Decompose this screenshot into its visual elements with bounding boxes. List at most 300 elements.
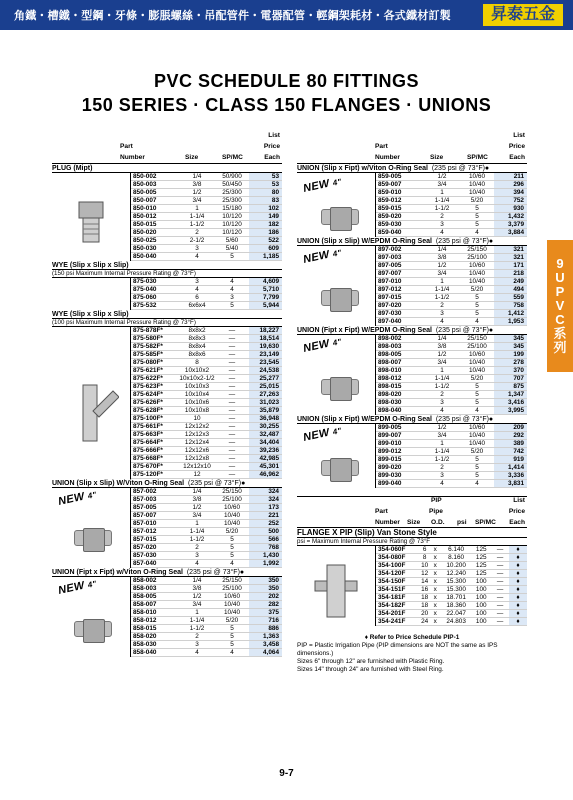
sp-mc: 10/40 (224, 609, 240, 616)
part-number: 875-623F* (133, 383, 163, 390)
table-row (131, 617, 282, 625)
sp-mc: 5 (230, 625, 234, 632)
table-row (376, 610, 527, 618)
sp-mc: — (496, 554, 504, 561)
new-tag (302, 175, 342, 195)
list-price: 321 (494, 246, 527, 253)
sp-mc: — (228, 335, 236, 342)
new-tag (57, 577, 97, 597)
list-price: 53 (249, 181, 282, 188)
size: 18 (421, 602, 429, 609)
size: 12x12x8 (184, 455, 210, 462)
section-subtitle: (100 psi Maximum Internal Pressure Rating @ 73°F) (52, 319, 282, 327)
size: 3/4 (192, 512, 202, 519)
sp-mc: 5 (230, 544, 234, 551)
part-number: 354-241F (378, 618, 406, 625)
size: 1 (195, 520, 199, 527)
list-price: 209 (494, 424, 527, 431)
sp-mc: 5 (475, 302, 479, 309)
size: 1-1/4 (189, 617, 205, 624)
part-number: 857-040 (133, 560, 157, 567)
size: 10x10x6 (184, 399, 210, 406)
size: 4 (440, 480, 444, 487)
list-price: 1,414 (494, 464, 527, 471)
part-number: 899-010 (378, 440, 402, 447)
list-price: 345 (494, 343, 527, 350)
pipe-od: 6.140 (448, 546, 465, 553)
sp-mc: 5 (230, 552, 234, 559)
part-number: 850-040 (133, 253, 157, 260)
table-row (376, 586, 527, 594)
table-row (131, 488, 282, 496)
price-ref: ♦ (509, 586, 527, 593)
note-plastic: Sizes 6" through 12" are furnished with Plastic Ring. (297, 658, 445, 665)
fh-spmc: SP/MC (475, 519, 496, 526)
psi-text: (235 psi @ 73°F)● (435, 327, 494, 334)
part-number: 898-030 (378, 399, 402, 406)
wye-icon (63, 383, 119, 443)
price-ref: ♦ (509, 546, 527, 553)
part-number: 898-007 (378, 359, 402, 366)
list-price: 34,404 (249, 439, 282, 446)
size: 6x6x4 (188, 302, 206, 309)
list-price: 707 (494, 375, 527, 382)
table-row (376, 359, 527, 367)
part-number: 898-003 (378, 343, 402, 350)
part-number: 875-878F* (133, 327, 163, 334)
category-text: 角鐵・槽鐵・型鋼・牙條・膨脹螺絲・吊配管件・電器配管・輕鋼架耗材・各式鐵材訂製 (14, 10, 451, 22)
sp-mc: 5/20 (470, 286, 484, 293)
sp-mc: — (228, 367, 236, 374)
part-number: 850-020 (133, 229, 157, 236)
section-union-898 (297, 326, 527, 415)
price-ref: ♦ (509, 618, 527, 625)
sp-mc: 5 (230, 536, 234, 543)
list-price: 27,263 (249, 391, 282, 398)
section-title (297, 237, 527, 246)
part-number: 354-182F (378, 602, 406, 609)
part-number: 897-005 (378, 262, 402, 269)
product-image (52, 327, 130, 498)
size: 1/2 (192, 593, 202, 600)
part-number: 875-664F* (133, 439, 163, 446)
list-price: 5,944 (249, 302, 282, 309)
part-number: 898-010 (378, 367, 402, 374)
part-number: 875-622F* (133, 375, 163, 382)
rows (375, 335, 527, 415)
sp-mc: 10/60 (469, 173, 485, 180)
sp-mc: — (228, 407, 236, 414)
table-row (131, 302, 282, 310)
table-row (131, 237, 282, 245)
list-price: 768 (249, 544, 282, 551)
sp-mc: 5 (475, 213, 479, 220)
table-row (376, 399, 527, 407)
list-price: 24,538 (249, 367, 282, 374)
sp-mc: 5 (475, 310, 479, 317)
section-body (52, 577, 282, 657)
part-number: 354-080F (378, 554, 406, 561)
size: 3 (195, 278, 199, 285)
psi-text: (235 psi @ 73°F)● (431, 165, 490, 172)
part-number: 898-012 (378, 375, 402, 382)
sp-mc: 10/120 (222, 229, 242, 236)
table-row (376, 262, 527, 270)
part-number: 859-007 (378, 181, 402, 188)
table-row (376, 424, 527, 432)
list-price: 221 (249, 512, 282, 519)
size: 8x8x2 (188, 327, 206, 334)
part-number: 858-002 (133, 577, 157, 584)
part-number: 857-015 (133, 536, 157, 543)
part-number: 857-030 (133, 552, 157, 559)
table-row (131, 649, 282, 657)
side-tab (547, 240, 573, 372)
header-size: Size (430, 154, 444, 161)
size: 10 (193, 415, 201, 422)
size: 1-1/2 (434, 456, 450, 463)
part-number: 899-012 (378, 448, 402, 455)
part-number: 859-040 (378, 229, 402, 236)
table-row (376, 254, 527, 262)
part-number: 859-030 (378, 221, 402, 228)
size: 1/4 (192, 173, 202, 180)
table-row (131, 544, 282, 552)
title-text: UNION (Slip x Slip) W/Viton O-Ring Seal (52, 480, 185, 487)
size: 10x10x2-1/2 (179, 375, 215, 382)
list-price: 36,948 (249, 415, 282, 422)
part-number: 898-020 (378, 391, 402, 398)
size: 3 (440, 399, 444, 406)
table-row (131, 399, 282, 407)
header-spmc: SP/MC (467, 154, 488, 161)
sp-mc: 25/100 (467, 254, 487, 261)
part-number: 859-020 (378, 213, 402, 220)
union-icon (74, 621, 112, 637)
table-row (131, 496, 282, 504)
header-each: Each (264, 154, 280, 161)
size: 10x10x3 (184, 383, 210, 390)
table-row (376, 294, 527, 302)
list-price: 4,609 (249, 278, 282, 285)
list-price: 919 (494, 456, 527, 463)
table-row (131, 173, 282, 181)
part-number: 897-007 (378, 270, 402, 277)
part-number: 859-012 (378, 197, 402, 204)
size: 2 (440, 302, 444, 309)
table-row (376, 570, 527, 578)
table-row (376, 602, 527, 610)
list-price: 559 (494, 294, 527, 301)
sp-mc: 10/40 (224, 601, 240, 608)
fh-list: List (513, 497, 525, 504)
table-row (376, 618, 527, 626)
part-number: 897-015 (378, 294, 402, 301)
sp-mc: 25/300 (222, 197, 242, 204)
product-image (52, 278, 130, 314)
part-number: 857-012 (133, 528, 157, 535)
list-price: 292 (494, 432, 527, 439)
section-title (52, 479, 282, 488)
rows (375, 424, 527, 488)
left-column (52, 132, 282, 657)
part-number: 875-670F* (133, 463, 163, 470)
part-number: 857-002 (133, 488, 157, 495)
part-number: 354-120F (378, 570, 406, 577)
times: x (433, 610, 437, 617)
new-tag (302, 246, 342, 266)
size: 3/8 (192, 181, 202, 188)
table-row (376, 367, 527, 375)
list-price: 19,630 (249, 343, 282, 350)
product-image (52, 173, 130, 272)
sp-mc: — (228, 399, 236, 406)
list-price: 202 (249, 593, 282, 600)
sp-mc: 10/40 (469, 367, 485, 374)
title-text: UNION (Slip x Fipt) W/EPDM O-Ring Seal (297, 416, 432, 423)
part-number: 850-007 (133, 197, 157, 204)
size: 1-1/2 (189, 221, 205, 228)
size: 3 (440, 310, 444, 317)
size: 8 (422, 554, 427, 561)
size: 4 (440, 229, 444, 236)
list-price: 3,379 (494, 221, 527, 228)
new-text: NEW (302, 426, 331, 444)
sp-mc: 10/40 (469, 440, 485, 447)
table-row (376, 246, 527, 254)
table-row (376, 578, 527, 586)
new-text: NEW (57, 579, 86, 597)
part-number: 850-030 (133, 245, 157, 252)
pipe-od: 24.803 (446, 618, 466, 625)
list-price: 324 (249, 488, 282, 495)
psi: 125 (475, 570, 487, 577)
new-text: NEW (57, 490, 86, 508)
list-price: 31,023 (249, 399, 282, 406)
part-number: 859-015 (378, 205, 402, 212)
fh-part: Part (375, 508, 388, 515)
size: 12 (421, 570, 429, 577)
table-row (131, 560, 282, 568)
list-price: 1,430 (249, 552, 282, 559)
fh-price: Price (508, 508, 525, 515)
section-body (297, 546, 527, 626)
section-body (52, 488, 282, 568)
section-union-899 (297, 415, 527, 488)
size: 14 (421, 578, 429, 585)
list-price: 5,710 (249, 286, 282, 293)
size: 1-1/4 (434, 448, 450, 455)
list-price: 39,236 (249, 447, 282, 454)
table-row (131, 601, 282, 609)
table-row (131, 197, 282, 205)
list-price: 18,227 (249, 327, 282, 334)
table-row (376, 351, 527, 359)
header-price: Price (508, 143, 525, 150)
sp-mc: 5/20 (470, 375, 484, 382)
list-price: 345 (494, 335, 527, 342)
product-image (297, 173, 375, 245)
new-size: 4" (331, 177, 343, 188)
table-row (131, 181, 282, 189)
times: x (433, 546, 437, 553)
list-price: 32,487 (249, 431, 282, 438)
part-number: 897-010 (378, 278, 402, 285)
part-number: 897-002 (378, 246, 402, 253)
section-title: WYE (Slip x Slip x Slip) (52, 310, 282, 319)
psi: 100 (475, 602, 487, 609)
new-tag (302, 335, 342, 355)
sp-mc: 25/150 (467, 246, 487, 253)
size: 12x12x4 (184, 439, 210, 446)
header-price: Price (263, 143, 280, 150)
list-price: 1,953 (494, 318, 527, 325)
sp-mc: — (228, 447, 236, 454)
sp-mc: 10/120 (222, 213, 242, 220)
flange-rows (375, 546, 527, 626)
price-ref: ♦ (509, 594, 527, 601)
table-row (131, 286, 282, 294)
pipe-od: 15.300 (446, 586, 466, 593)
table-row (131, 351, 282, 359)
size: 1-1/2 (189, 536, 205, 543)
part-number: 858-007 (133, 601, 157, 608)
size: 3 (440, 221, 444, 228)
section-body (297, 335, 527, 415)
product-image (297, 335, 375, 425)
rows (130, 173, 282, 261)
new-size: 4" (331, 426, 343, 437)
rows (375, 246, 527, 326)
sp-mc: 4 (475, 229, 479, 236)
table-row (376, 270, 527, 278)
list-price: 494 (494, 286, 527, 293)
table-row (376, 375, 527, 383)
list-price: 375 (249, 609, 282, 616)
union-icon (321, 460, 359, 476)
pipe-od: 12.240 (446, 570, 466, 577)
fh-od: O.D. (431, 519, 445, 526)
size: 1-1/4 (434, 375, 450, 382)
size: 20 (421, 610, 429, 617)
sp-mc: — (228, 343, 236, 350)
sp-mc: 4 (230, 286, 234, 293)
side-tab-char: 9 (556, 256, 564, 271)
sp-mc: — (228, 391, 236, 398)
list-price: 18,514 (249, 335, 282, 342)
sp-mc: — (228, 375, 236, 382)
times: x (433, 554, 437, 561)
table-row (131, 625, 282, 633)
size: 2 (440, 213, 444, 220)
table-row (131, 278, 282, 286)
table-row (131, 327, 282, 335)
size: 1/4 (192, 577, 202, 584)
new-size: 4" (86, 579, 98, 590)
table-row (376, 440, 527, 448)
sp-mc: 5 (475, 464, 479, 471)
times: x (433, 578, 437, 585)
price-ref: ♦ (509, 602, 527, 609)
size: 6 (422, 546, 427, 553)
sp-mc: 15/180 (222, 205, 242, 212)
part-number: 857-003 (133, 496, 157, 503)
times: x (433, 602, 437, 609)
product-image (297, 246, 375, 336)
table-row (376, 302, 527, 310)
sp-mc: — (228, 463, 236, 470)
sp-mc: 4 (230, 649, 234, 656)
part-number: 899-040 (378, 480, 402, 487)
list-price: 42,985 (249, 455, 282, 462)
part-number: 875-080F* (133, 359, 163, 366)
table-row (376, 278, 527, 286)
table-row (131, 593, 282, 601)
side-tab-char: U (555, 270, 565, 285)
sp-mc: 4 (475, 407, 479, 414)
section-title (297, 415, 527, 424)
table-row (376, 173, 527, 181)
side-tab-char: 列 (553, 340, 567, 355)
table-row (376, 391, 527, 399)
size: 3 (195, 245, 199, 252)
size: 4 (195, 649, 199, 656)
product-image (297, 424, 375, 496)
part-number: 354-181F (378, 594, 406, 601)
size: 3 (440, 472, 444, 479)
sp-mc: 5 (230, 641, 234, 648)
list-price: 3,336 (494, 472, 527, 479)
list-price: 218 (494, 270, 527, 277)
side-tab-char: 系 (553, 326, 567, 341)
list-price: 4,064 (249, 649, 282, 656)
list-price: 1,347 (494, 391, 527, 398)
psi-text: (235 psi @ 73°F)● (435, 416, 494, 423)
part-number: 875-060 (133, 294, 157, 301)
psi: 100 (475, 586, 487, 593)
part-number: 354-201F (378, 610, 406, 617)
note-pip: PIP = Plastic Irrigation Pipe (PIP dimensions are NOT the same as IPS dimensions.) (297, 642, 498, 657)
table-row (131, 367, 282, 375)
part-number: 858-005 (133, 593, 157, 600)
fh-pip: PIP (431, 497, 442, 504)
table-row (376, 343, 527, 351)
union-icon (321, 379, 359, 395)
new-size: 4" (331, 248, 343, 259)
table-row (376, 205, 527, 213)
size: 3/8 (437, 343, 447, 350)
new-tag (302, 424, 342, 444)
part-number: 858-040 (133, 649, 157, 656)
part-number: 354-151F (378, 586, 406, 593)
rows (375, 173, 527, 237)
product-image (52, 488, 130, 578)
table-row (376, 562, 527, 570)
part-number: 858-003 (133, 585, 157, 592)
size: 1 (440, 367, 444, 374)
size: 3/4 (192, 601, 202, 608)
table-row (131, 407, 282, 415)
size: 1/4 (192, 488, 202, 495)
new-text: NEW (302, 177, 331, 195)
sp-mc: 5 (475, 383, 479, 390)
part-number: 875-628F* (133, 407, 163, 414)
sp-mc: 4 (475, 318, 479, 325)
size: 8x8x6 (188, 351, 206, 358)
table-row (131, 205, 282, 213)
sp-mc: — (228, 423, 236, 430)
list-price: 875 (494, 383, 527, 390)
